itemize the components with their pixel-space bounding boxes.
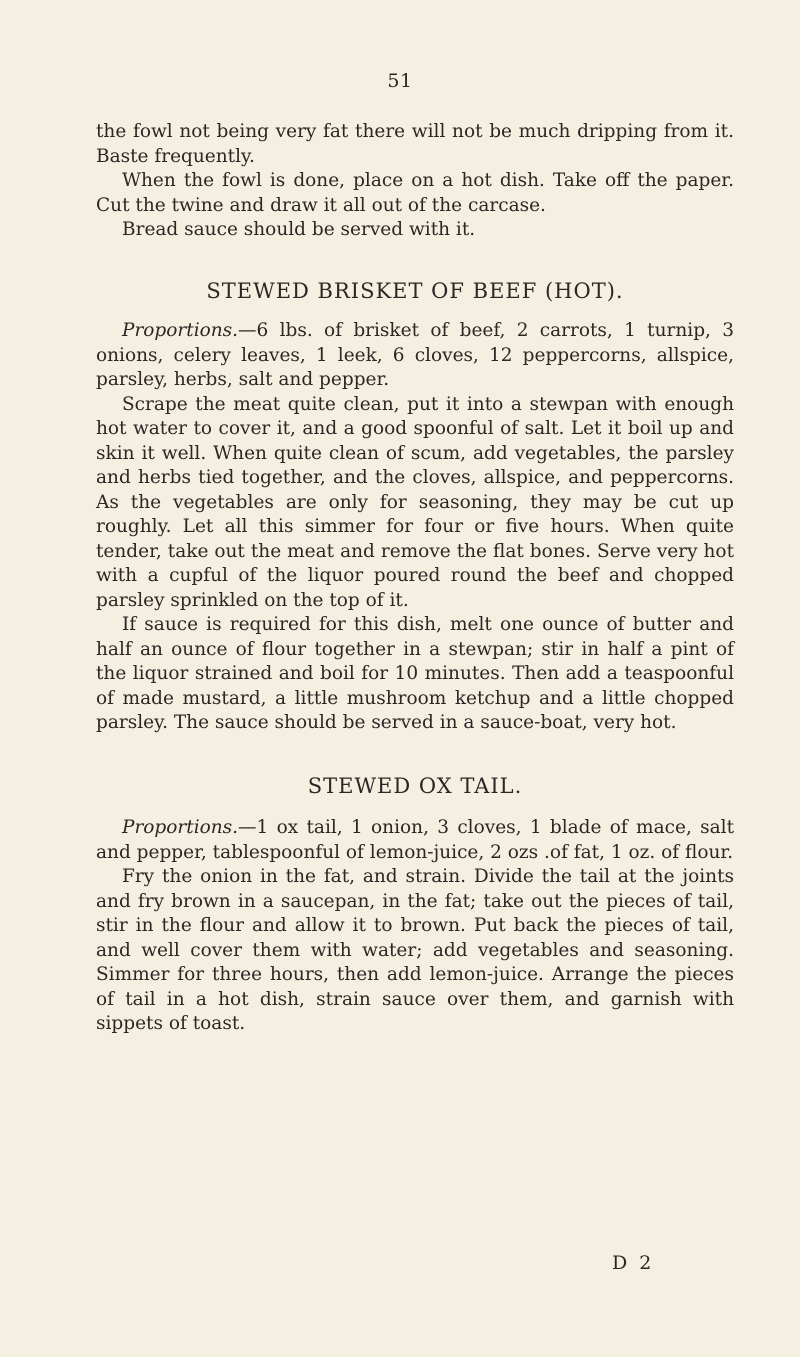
- brisket-proportions-label: Proportions.: [122, 320, 239, 341]
- brisket-proportions-text: —6 lbs. of brisket of beef, 2 carrots, 1 turnip, 3 onions, celery leaves, 1 leek, 6 cloves, 12 peppercorns, allspice, parsley, herbs, salt and pepper.: [96, 320, 734, 390]
- page-body: [96, 120, 734, 1037]
- brisket-sauce: If sauce is required for this dish, melt one ounce of butter and half an ounce of flour together in a stewpan; stir in half a pint of the liquor strained and boil for 10 minutes. Then add a teaspoonful of made mustard, a little mushroom ketchup and a little chopped parsley. The sauce should be served in a sauce-boat, very hot.: [96, 614, 734, 733]
- signature-mark: D 2: [612, 1252, 655, 1274]
- oxtail-proportions-label: Proportions.: [122, 817, 239, 838]
- oxtail-proportions: [96, 816, 734, 865]
- brisket-proportions: [96, 319, 734, 393]
- fowl-paragraph-continued: the fowl not being very fat there will not be much dripping from it. Baste frequently.: [96, 121, 734, 167]
- brisket-method: Scrape the meat quite clean, put it into a stewpan with enough hot water to cover it, and a good spoonful of salt. Let it boil up and skin it well. When quite clean of scum, add vegetables, the parsley and herbs tied together, and the cloves, allspice, and peppercorns. As the vegetables are only for seasoning, they may be cut up roughly. Let all this simmer for four or five hours. When quite tender, take out the meat and remove the flat bones. Serve very hot with a cupful of the liquor poured round the beef and chopped parsley sprinkled on the top of it.: [96, 393, 734, 611]
- fowl-paragraph-serving: When the fowl is done, place on a hot dish. Take off the paper. Cut the twine and draw it all out of the carcase.: [96, 170, 734, 216]
- recipe-heading-brisket: STEWED BRISKET OF BEEF (HOT).: [206, 278, 624, 303]
- recipe-heading-oxtail: STEWED OX TAIL.: [307, 773, 523, 798]
- page-number: 51: [387, 70, 413, 92]
- fowl-paragraph-sauce: Bread sauce should be served with it.: [122, 219, 476, 240]
- oxtail-proportions-text: —1 ox tail, 1 onion, 3 cloves, 1 blade of mace, salt and pepper, tablespoonful of lemon-juice, 2 ozs .of fat, 1 oz. of flour.: [96, 817, 734, 863]
- oxtail-method: Fry the onion in the fat, and strain. Divide the tail at the joints and fry brown in a saucepan, in the fat; take out the pieces of tail, stir in the flour and allow it to brown. Put back the pieces of tail, and well cover them with water; add vegetables and seasoning. Simmer for three hours, then add lemon-juice. Arrange the pieces of tail in a hot dish, strain sauce over them, and garnish with sippets of toast.: [96, 866, 734, 1034]
